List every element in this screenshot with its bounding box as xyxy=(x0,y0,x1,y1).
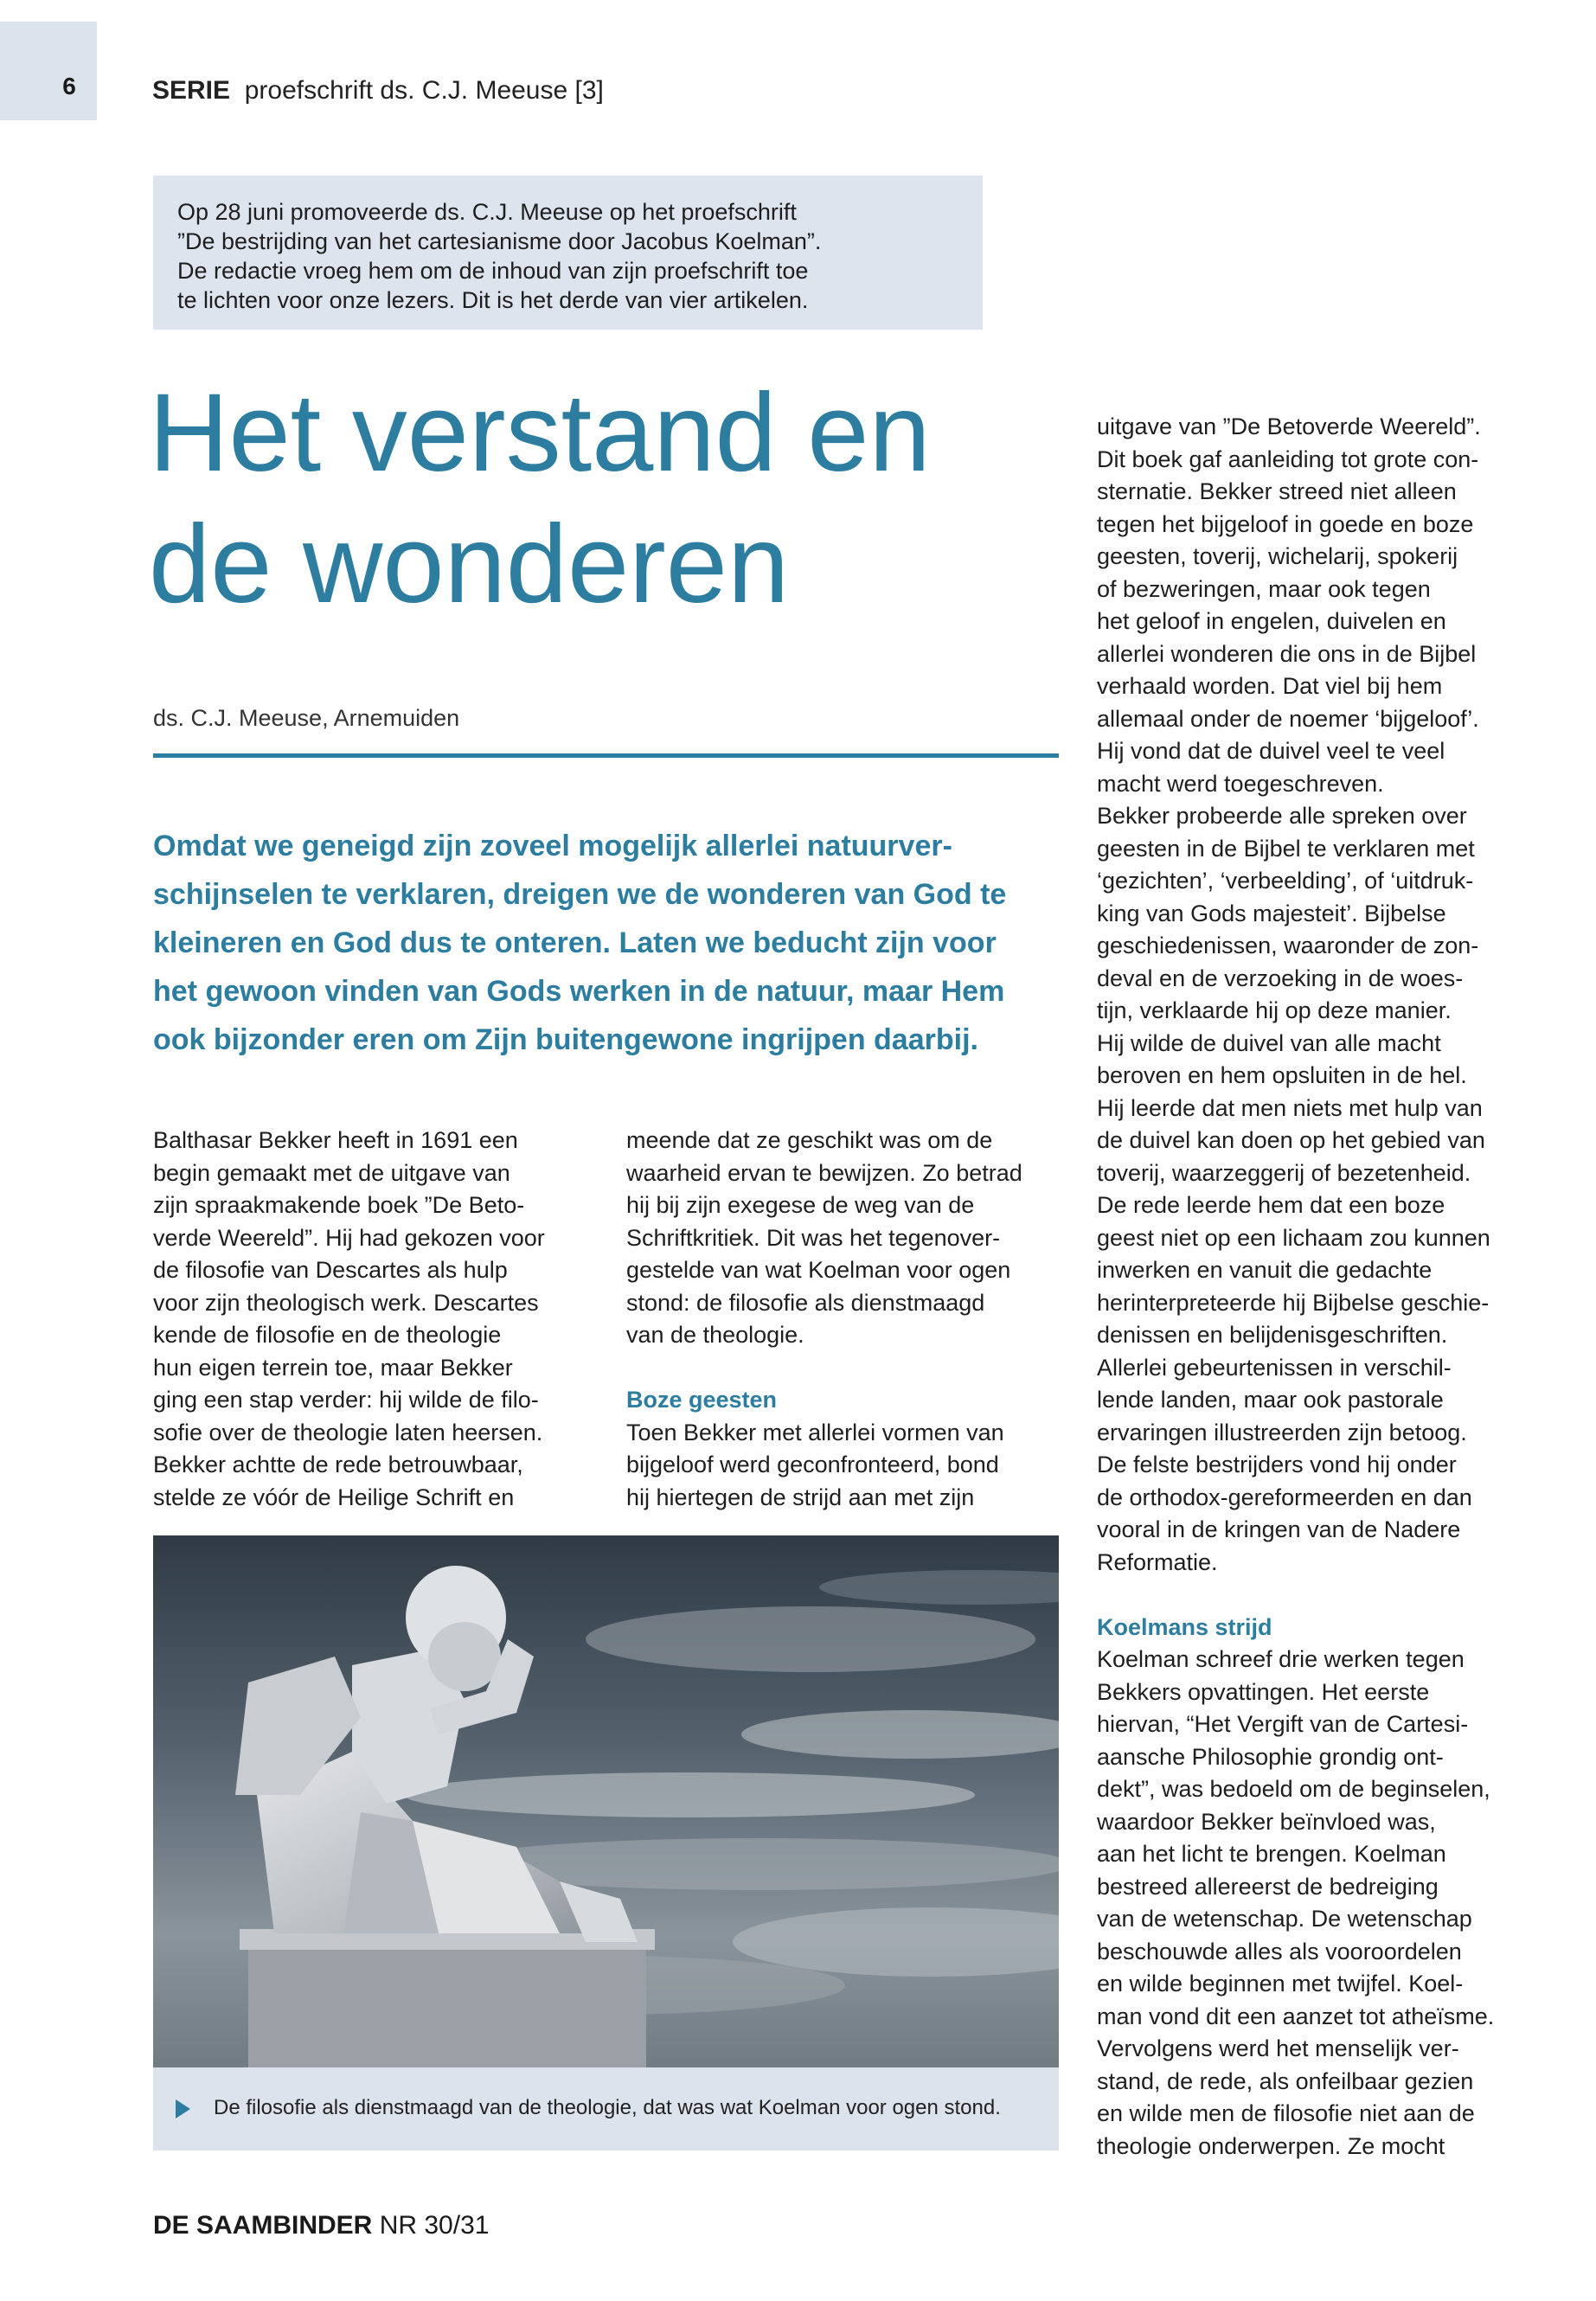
intro-line: te lichten voor onze lezers. Dit is het derde van vier artikelen. xyxy=(177,287,809,313)
text-line: gestelde van wat Koelman voor ogen xyxy=(626,1257,1011,1283)
text-line: Reformatie. xyxy=(1097,1548,1218,1575)
text-line: allemaal onder de noemer ‘bijgeloof’. xyxy=(1097,705,1479,732)
text-line: kende de filosofie en de theologie xyxy=(153,1322,502,1348)
text-line: Bekker probeerde alle spreken over xyxy=(1097,803,1467,829)
text-line: hij hiertegen de strijd aan met zijn xyxy=(626,1484,975,1510)
text-line: uitgave van ”De Betoverde Weereld”. xyxy=(1097,413,1481,439)
text-line: theologie onderwerpen. Ze mocht xyxy=(1097,2132,1445,2159)
statue-illustration xyxy=(153,1535,1059,2067)
text-line: king van Gods majesteit’. Bijbelse xyxy=(1097,900,1446,926)
text-line: ervaringen illustreerden zijn betoog. xyxy=(1097,1419,1467,1445)
intro-line: Op 28 juni promoveerde ds. C.J. Meeuse op het proefschrift xyxy=(177,199,797,225)
intro-text xyxy=(177,197,956,315)
series-title: proefschrift ds. C.J. Meeuse [3] xyxy=(244,76,604,105)
intro-line: ”De bestrijding van het cartesianisme door Jacobus Koelman”. xyxy=(177,228,822,254)
lead-line: schijnselen te verklaren, dreigen we de wonderen van God te xyxy=(153,878,1007,911)
text-line: Hij wilde de duivel van alle macht xyxy=(1097,1029,1441,1056)
magazine-name: DE SAAMBINDER xyxy=(153,2211,373,2240)
text-line: tegen het bijgeloof in goede en boze xyxy=(1097,510,1474,537)
statue-photo xyxy=(153,1535,1059,2067)
page-number: 6 xyxy=(62,73,76,99)
text-line: beschouwde alles als vooroordelen xyxy=(1097,1938,1462,1965)
text-line: of bezweringen, maar ook tegen xyxy=(1097,575,1431,602)
text-line: Koelman schreef drie werken tegen xyxy=(1097,1646,1465,1672)
text-line: Balthasar Bekker heeft in 1691 een xyxy=(153,1127,518,1153)
image-caption: De filosofie als dienstmaagd van de theologie, dat was wat Koelman voor ogen stond. xyxy=(214,2096,1001,2119)
text-line: voor zijn theologisch werk. Descartes xyxy=(153,1289,539,1316)
text-line: waarheid ervan te bewijzen. Zo betrad xyxy=(626,1159,1022,1186)
lead-line: ook bijzonder eren om Zijn buitengewone ingrijpen daarbij. xyxy=(153,1023,978,1056)
body-column-1 xyxy=(153,1125,603,1514)
text-line: verhaald worden. Dat viel bij hem xyxy=(1097,673,1443,699)
series-header xyxy=(152,76,604,106)
text-line: vooral in de kringen van de Nadere xyxy=(1097,1516,1461,1542)
text-line: Hij vond dat de duivel veel te veel xyxy=(1097,738,1445,764)
text-line: het geloof in engelen, duivelen en xyxy=(1097,608,1446,634)
page-tab xyxy=(0,22,97,120)
lead-line: Omdat we geneigd zijn zoveel mogelijk allerlei natuurver- xyxy=(153,830,952,862)
spacer xyxy=(1097,1579,1564,1612)
text-line: de orthodox-gereformeerden en dan xyxy=(1097,1484,1472,1510)
text-line: Vervolgens werd het menselijk ver- xyxy=(1097,2035,1459,2061)
text-line: herinterpreteerde hij Bijbelse geschie- xyxy=(1097,1289,1490,1316)
text-line: geesten, toverij, wichelarij, spokerij xyxy=(1097,543,1458,569)
text-line: van de wetenschap. De wetenschap xyxy=(1097,1906,1472,1932)
text-line: meende dat ze geschikt was om de xyxy=(626,1127,993,1153)
headline-line: Het verstand en xyxy=(149,371,931,495)
body-column-3 xyxy=(1097,411,1564,2163)
text-line: deval en de verzoeking in de woes- xyxy=(1097,965,1464,991)
text-line: de filosofie van Descartes als hulp xyxy=(153,1257,508,1283)
text-line: Bekker achtte de rede betrouwbaar, xyxy=(153,1452,523,1477)
byline: ds. C.J. Meeuse, Arnemuiden xyxy=(153,705,460,731)
subheading-boze-geesten: Boze geesten xyxy=(626,1387,778,1413)
text-line: denissen en belijdenisgeschriften. xyxy=(1097,1322,1448,1348)
text-line: bestreed allereerst de bedreiging xyxy=(1097,1873,1439,1900)
text-line: geest niet op een lichaam zou kunnen xyxy=(1097,1224,1490,1251)
intro-line: De redactie vroeg hem om de inhoud van zijn proefschrift toe xyxy=(177,258,809,284)
spacer xyxy=(626,1352,1076,1385)
article-headline xyxy=(149,368,931,631)
text-line: de duivel kan doen op het gebied van xyxy=(1097,1127,1485,1153)
caption-arrow-icon xyxy=(176,2099,190,2118)
text-line: stand, de rede, als onfeilbaar gezien xyxy=(1097,2067,1474,2094)
text-line: macht werd toegeschreven. xyxy=(1097,770,1384,797)
lead-line: kleineren en God dus te onteren. Laten we beducht zijn voor xyxy=(153,926,997,959)
headline-line: de wonderen xyxy=(149,503,790,626)
divider xyxy=(153,753,1059,758)
text-line: Toen Bekker met allerlei vormen van xyxy=(626,1419,1004,1445)
text-line: aansche Philosophie grondig ont- xyxy=(1097,1743,1444,1770)
text-line: Hij leerde dat men niets met hulp van xyxy=(1097,1094,1483,1121)
subheading-koelmans-strijd: Koelmans strijd xyxy=(1097,1613,1272,1640)
text-line: begin gemaakt met de uitgave van xyxy=(153,1159,510,1186)
text-line: hun eigen terrein toe, maar Bekker xyxy=(153,1354,513,1381)
text-line: beroven en hem opsluiten in de hel. xyxy=(1097,1062,1467,1088)
text-line: stelde ze vóór de Heilige Schrift en xyxy=(153,1484,515,1510)
body-column-2 xyxy=(626,1125,1076,1514)
text-line: en wilde men de filosofie niet aan de xyxy=(1097,2100,1475,2126)
text-line: verde Weereld”. Hij had gekozen voor xyxy=(153,1224,545,1251)
text-line: ‘gezichten’, ‘verbeelding’, of ‘uitdruk- xyxy=(1097,868,1474,894)
text-line: Schriftkritiek. Dit was het tegenover- xyxy=(626,1224,1001,1251)
lead-paragraph xyxy=(153,822,1061,1064)
text-line: De felste bestrijders vond hij onder xyxy=(1097,1452,1457,1477)
text-line: sternatie. Bekker streed niet alleen xyxy=(1097,478,1457,504)
text-line: aan het licht te brengen. Koelman xyxy=(1097,1841,1446,1867)
text-line: zijn spraakmakende boek ”De Beto- xyxy=(153,1192,525,1218)
text-line: stond: de filosofie als dienstmaagd xyxy=(626,1289,985,1316)
text-line: Dit boek gaf aanleiding tot grote con- xyxy=(1097,445,1479,472)
text-line: lende landen, maar ook pastorale xyxy=(1097,1387,1444,1413)
text-line: toverij, waarzeggerij of bezetenheid. xyxy=(1097,1159,1471,1186)
text-line: Bekkers opvattingen. Het eerste xyxy=(1097,1678,1430,1705)
text-line: De rede leerde hem dat een boze xyxy=(1097,1192,1445,1218)
text-line: bijgeloof werd geconfronteerd, bond xyxy=(626,1452,999,1477)
footer xyxy=(153,2211,489,2240)
text-line: dekt”, was bedoeld om de beginselen, xyxy=(1097,1776,1490,1802)
text-line: sofie over de theologie laten heersen. xyxy=(153,1419,543,1445)
text-line: man vond dit een aanzet tot atheïsme. xyxy=(1097,2003,1495,2029)
text-line: hij bij zijn exegese de weg van de xyxy=(626,1192,975,1218)
text-line: en wilde beginnen met twijfel. Koel- xyxy=(1097,1971,1464,1997)
text-line: tijn, verklaarde hij op deze manier. xyxy=(1097,997,1452,1023)
series-label: SERIE xyxy=(152,76,231,105)
text-line: geschiedenissen, waaronder de zon- xyxy=(1097,933,1479,958)
text-line: geesten in de Bijbel te verklaren met xyxy=(1097,835,1475,862)
text-line: waardoor Bekker beïnvloed was, xyxy=(1097,1808,1436,1835)
text-line: allerlei wonderen die ons in de Bijbel xyxy=(1097,640,1477,667)
text-line: ging een stap verder: hij wilde de filo- xyxy=(153,1387,539,1413)
issue-number: NR 30/31 xyxy=(379,2211,490,2240)
text-line: hiervan, “Het Vergift van de Cartesi- xyxy=(1097,1711,1469,1737)
text-line: van de theologie. xyxy=(626,1322,804,1348)
text-line: Allerlei gebeurtenissen in verschil- xyxy=(1097,1354,1452,1381)
lead-line: het gewoon vinden van Gods werken in de natuur, maar Hem xyxy=(153,975,1005,1008)
text-line: inwerken en vanuit die gedachte xyxy=(1097,1257,1433,1283)
